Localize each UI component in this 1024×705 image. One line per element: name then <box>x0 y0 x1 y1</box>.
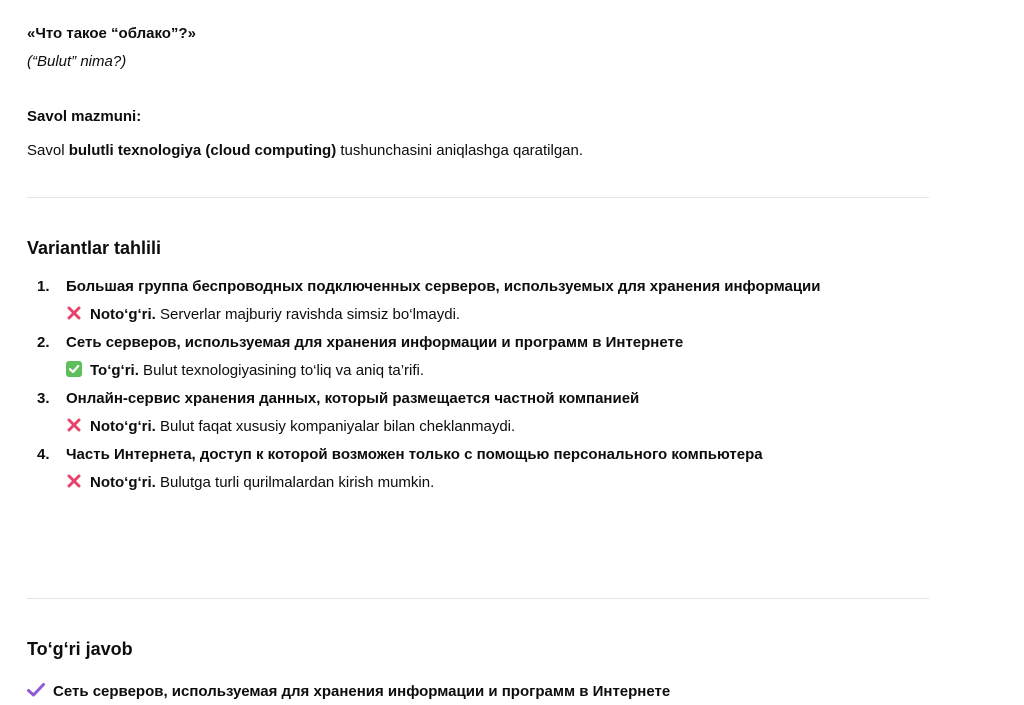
variant-text: Сеть серверов, используемая для хранения информации и программ в Интернете <box>66 334 684 351</box>
variant-item-2 <box>37 330 917 386</box>
question-meaning-text <box>27 140 583 162</box>
correct-answer <box>27 681 670 703</box>
variants-heading: Variantlar tahlili <box>27 238 162 258</box>
variant-verdict <box>66 412 917 442</box>
variant-text: Онлайн-сервис хранения данных, который размещается частной компанией <box>66 390 640 407</box>
verdict-text: Bulut faqat xususiy kompaniyalar bilan cheklanmaydi. <box>155 418 516 435</box>
verdict-label: Noto‘g‘ri. <box>90 474 156 491</box>
variant-text: Большая группа беспроводных подключенных серверов, используемых для хранения информации <box>66 278 821 295</box>
variant-item-3 <box>37 386 917 442</box>
question-meaning-heading: Savol mazmuni: <box>27 108 142 125</box>
verdict-text: Bulut texnologiyasining to‘liq va aniq ta’rifi. <box>138 362 425 379</box>
check-mark-box-icon <box>66 361 82 377</box>
verdict-text: Bulutga turli qurilmalardan kirish mumkin. <box>155 474 435 491</box>
section-divider <box>27 197 929 198</box>
variant-item-4 <box>37 442 917 498</box>
correct-answer-text: Сеть серверов, используемая для хранения информации и программ в Интернете <box>53 683 671 700</box>
correct-answer-heading: To‘g‘ri javob <box>27 639 133 659</box>
variant-item-1 <box>37 274 917 330</box>
question-translation: (“Bulut” nima?) <box>27 53 127 70</box>
variants-list <box>37 274 917 498</box>
question-meaning-term: bulutli texnologiya (cloud computing) <box>68 142 337 159</box>
purple-check-icon <box>27 683 45 697</box>
verdict-label: Noto‘g‘ri. <box>90 418 156 435</box>
variant-number: 3. <box>37 390 50 407</box>
cross-mark-icon <box>66 417 82 433</box>
variant-verdict <box>66 356 917 386</box>
verdict-text: Serverlar majburiy ravishda simsiz bo‘lmaydi. <box>155 306 461 323</box>
variant-number: 4. <box>37 446 50 463</box>
verdict-label: To‘g‘ri. <box>90 362 139 379</box>
cross-mark-icon <box>66 305 82 321</box>
variant-number: 1. <box>37 278 50 295</box>
variant-text: Часть Интернета, доступ к которой возможен только с помощью персонального компьютера <box>66 446 763 463</box>
variant-verdict <box>66 468 917 498</box>
question-title: «Что такое “облако”?» <box>27 25 196 42</box>
question-meaning-prefix: Savol <box>27 142 69 159</box>
question-meaning-suffix: tushunchasini aniqlashga qaratilgan. <box>336 142 584 159</box>
section-divider <box>27 598 929 599</box>
verdict-label: Noto‘g‘ri. <box>90 306 156 323</box>
cross-mark-icon <box>66 473 82 489</box>
variant-verdict <box>66 300 917 330</box>
variant-number: 2. <box>37 334 50 351</box>
